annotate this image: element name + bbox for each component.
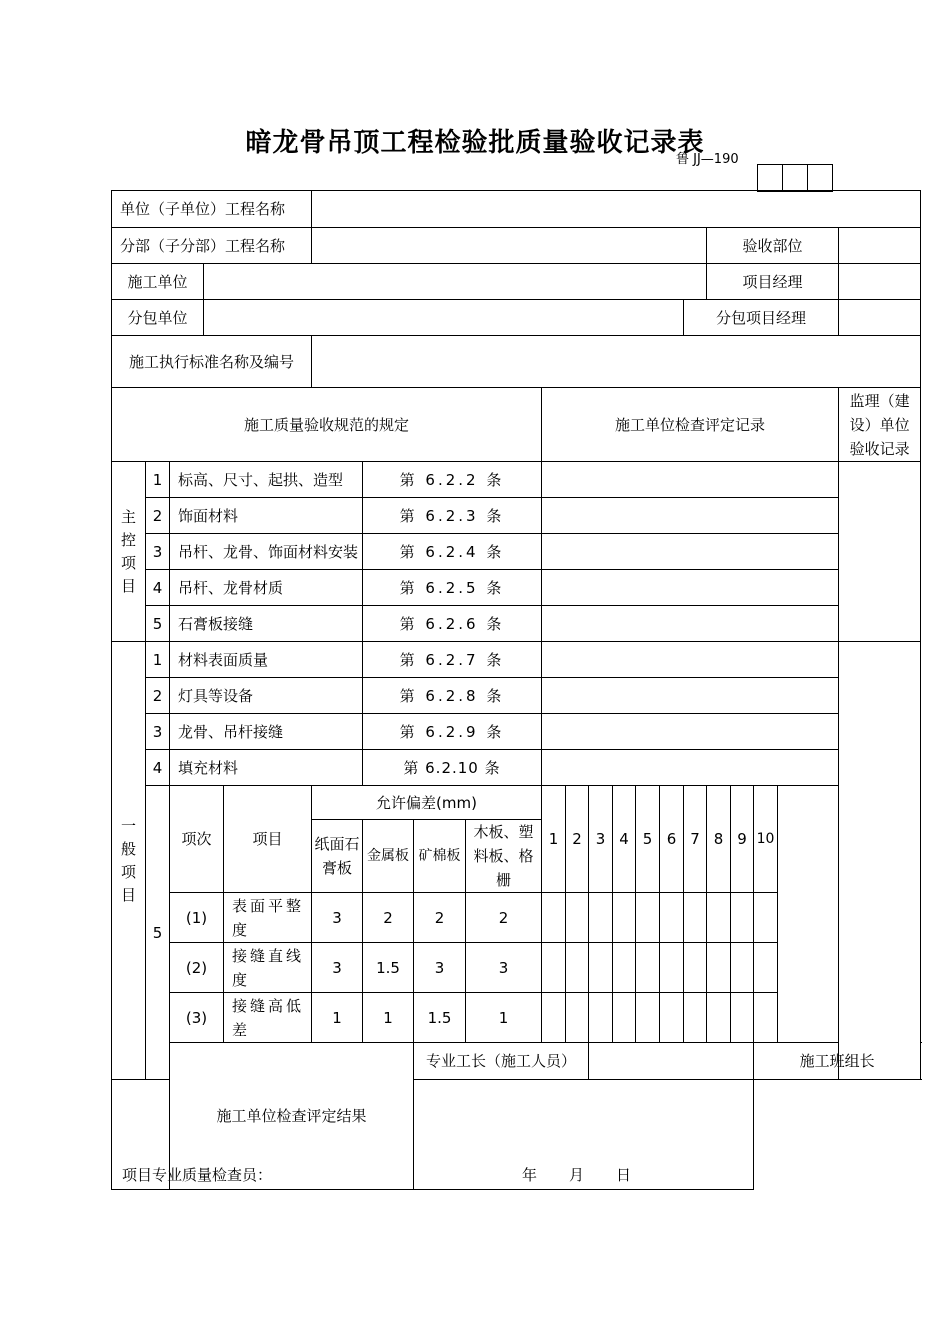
seq-cell: (3) — [170, 993, 224, 1043]
tolerance-value: 1 — [466, 993, 542, 1043]
item-no: 4 — [146, 750, 170, 786]
point-header: 7 — [684, 786, 707, 893]
item-name: 石膏板接缝 — [170, 606, 363, 642]
check-record-cell[interactable] — [542, 750, 839, 786]
check-record-header: 施工单位检查评定记录 — [542, 388, 839, 462]
measure-cell[interactable] — [707, 893, 731, 943]
inspector-label: 项目专业质量检查员： — [122, 1166, 273, 1184]
item-clause: 第 6.2.5 条 — [363, 570, 542, 606]
code-box[interactable] — [783, 165, 808, 192]
measure-cell[interactable] — [636, 943, 660, 993]
item-no: 2 — [146, 678, 170, 714]
measure-cell[interactable] — [684, 893, 707, 943]
measure-cell[interactable] — [589, 943, 613, 993]
seq-cell: (1) — [170, 893, 224, 943]
measure-cell[interactable] — [566, 943, 589, 993]
tolerance-value: 3 — [414, 943, 466, 993]
material-header: 纸面石膏板 — [312, 820, 363, 893]
material-header: 木板、塑料板、格栅 — [466, 820, 542, 893]
item-no: 3 — [146, 534, 170, 570]
item-name: 填充材料 — [170, 750, 363, 786]
check-record-cell[interactable] — [542, 462, 839, 498]
spec-header: 施工质量验收规范的规定 — [112, 388, 542, 462]
check-record-cell[interactable] — [542, 570, 839, 606]
item-clause: 第 6.2.6 条 — [363, 606, 542, 642]
measure-cell[interactable] — [754, 943, 778, 993]
main-control-label: 主控项目 — [112, 462, 146, 642]
check-record-cell[interactable] — [542, 498, 839, 534]
material-header: 金属板 — [363, 820, 414, 893]
item-name: 材料表面质量 — [170, 642, 363, 678]
check-record-cell[interactable] — [542, 606, 839, 642]
tolerance-item: 接缝直线度 — [224, 943, 312, 993]
tolerance-value: 1.5 — [414, 993, 466, 1043]
project-manager-label: 项目经理 — [707, 264, 839, 300]
month-label: 月 — [569, 1166, 587, 1184]
measure-cell[interactable] — [542, 993, 566, 1043]
point-header: 3 — [589, 786, 613, 893]
measure-cell[interactable] — [731, 993, 754, 1043]
point-header: 1 — [542, 786, 566, 893]
tolerance-value: 3 — [312, 943, 363, 993]
project-manager-value[interactable] — [839, 264, 921, 300]
measure-cell[interactable] — [707, 993, 731, 1043]
item-no: 5 — [146, 606, 170, 642]
item-clause: 第 6.2.7 条 — [363, 642, 542, 678]
form-code: 鲁 JJ—190 — [676, 152, 739, 167]
tolerance-value: 2 — [363, 893, 414, 943]
day-label: 日 — [616, 1166, 634, 1184]
point-header: 5 — [636, 786, 660, 893]
check-record-cell[interactable] — [542, 678, 839, 714]
measure-cell[interactable] — [731, 943, 754, 993]
item-clause: 第 6.2.3 条 — [363, 498, 542, 534]
item-clause: 第 6.2.8 条 — [363, 678, 542, 714]
standard-label: 施工执行标准名称及编号 — [112, 336, 312, 388]
measure-cell[interactable] — [684, 993, 707, 1043]
item-no: 1 — [146, 462, 170, 498]
subcontract-unit-label: 分包单位 — [112, 300, 204, 336]
tolerance-value: 3 — [466, 943, 542, 993]
construction-unit-value[interactable] — [204, 264, 707, 300]
standard-value[interactable] — [312, 336, 921, 388]
tolerance-value: 2 — [414, 893, 466, 943]
item-name: 吊杆、龙骨材质 — [170, 570, 363, 606]
subcontract-unit-value[interactable] — [204, 300, 684, 336]
tolerance-value: 1.5 — [363, 943, 414, 993]
item-no: 2 — [146, 498, 170, 534]
result-area[interactable] — [112, 1080, 754, 1190]
point-header: 10 — [754, 786, 778, 893]
code-boxes — [757, 164, 833, 192]
tolerance-value: 1 — [312, 993, 363, 1043]
supervisor-cell-main[interactable] — [839, 462, 921, 642]
measure-cell[interactable] — [542, 893, 566, 943]
seq-cell: (2) — [170, 943, 224, 993]
subcontract-manager-label: 分包项目经理 — [684, 300, 839, 336]
item-name: 灯具等设备 — [170, 678, 363, 714]
point-header: 4 — [613, 786, 636, 893]
measure-cell[interactable] — [566, 993, 589, 1043]
check-record-cell[interactable] — [542, 642, 839, 678]
page-title: 暗龙骨吊顶工程检验批质量验收记录表 — [245, 128, 705, 158]
item-clause: 第 6.2.4 条 — [363, 534, 542, 570]
accept-part-value[interactable] — [839, 228, 921, 264]
item-no: 5 — [146, 786, 170, 1080]
measure-cell[interactable] — [660, 893, 684, 943]
measure-cell[interactable] — [613, 943, 636, 993]
item-no: 1 — [146, 642, 170, 678]
item-no: 3 — [146, 714, 170, 750]
allow-deviation-header: 允许偏差(mm) — [312, 786, 542, 820]
measure-cell[interactable] — [684, 943, 707, 993]
sub-project-label: 分部（子分部）工程名称 — [112, 228, 312, 264]
accept-part-label: 验收部位 — [707, 228, 839, 264]
measure-cell[interactable] — [566, 893, 589, 943]
unit-project-label: 单位（子单位）工程名称 — [112, 191, 312, 228]
sub-project-value[interactable] — [312, 228, 707, 264]
item-name: 吊杆、龙骨、饰面材料安装 — [170, 534, 363, 570]
tolerance-item: 表面平整度 — [224, 893, 312, 943]
item-clause: 第 6.2.9 条 — [363, 714, 542, 750]
subcontract-manager-value[interactable] — [839, 300, 921, 336]
code-box[interactable] — [758, 165, 783, 192]
point-header: 6 — [660, 786, 684, 893]
result-label: 施工单位检查评定结果 — [170, 1043, 414, 1190]
foreman-value[interactable] — [589, 1043, 754, 1080]
seq-header: 项次 — [170, 786, 224, 893]
team-leader-label: 施工班组长 — [754, 1043, 921, 1080]
tolerance-item: 接缝高低差 — [224, 993, 312, 1043]
item-name: 标高、尺寸、起拱、造型 — [170, 462, 363, 498]
tolerance-value: 2 — [466, 893, 542, 943]
supervisor-cell-general[interactable] — [839, 642, 921, 1080]
point-header: 2 — [566, 786, 589, 893]
measure-cell[interactable] — [707, 943, 731, 993]
unit-project-value[interactable] — [312, 191, 921, 228]
construction-unit-label: 施工单位 — [112, 264, 204, 300]
measure-cell[interactable] — [636, 893, 660, 943]
item-clause: 第 6.2.2 条 — [363, 462, 542, 498]
tolerance-value: 3 — [312, 893, 363, 943]
point-header: 8 — [707, 786, 731, 893]
measure-cell[interactable] — [589, 993, 613, 1043]
measure-cell[interactable] — [589, 893, 613, 943]
foreman-label: 专业工长（施工人员） — [414, 1043, 589, 1080]
tolerance-value: 1 — [363, 993, 414, 1043]
check-record-cell[interactable] — [542, 714, 839, 750]
code-box[interactable] — [808, 165, 833, 192]
supervisor-header: 监理（建设）单位验收记录 — [839, 388, 921, 462]
inspection-table — [111, 190, 921, 1190]
measure-cell[interactable] — [636, 993, 660, 1043]
item-name: 龙骨、吊杆接缝 — [170, 714, 363, 750]
year-label: 年 — [522, 1166, 540, 1184]
measure-cell[interactable] — [613, 893, 636, 943]
measure-cell[interactable] — [542, 943, 566, 993]
measure-cell[interactable] — [660, 993, 684, 1043]
measure-cell[interactable] — [731, 893, 754, 943]
item-name: 饰面材料 — [170, 498, 363, 534]
measure-cell[interactable] — [754, 993, 778, 1043]
general-label: 一般项目 — [112, 642, 146, 1080]
material-header: 矿棉板 — [414, 820, 466, 893]
item-clause: 第 6.2.10 条 — [363, 750, 542, 786]
measure-cell[interactable] — [613, 993, 636, 1043]
check-record-cell[interactable] — [542, 534, 839, 570]
project-header: 项目 — [224, 786, 312, 893]
measure-cell[interactable] — [660, 943, 684, 993]
item-no: 4 — [146, 570, 170, 606]
point-header: 9 — [731, 786, 754, 893]
measure-cell[interactable] — [754, 893, 778, 943]
